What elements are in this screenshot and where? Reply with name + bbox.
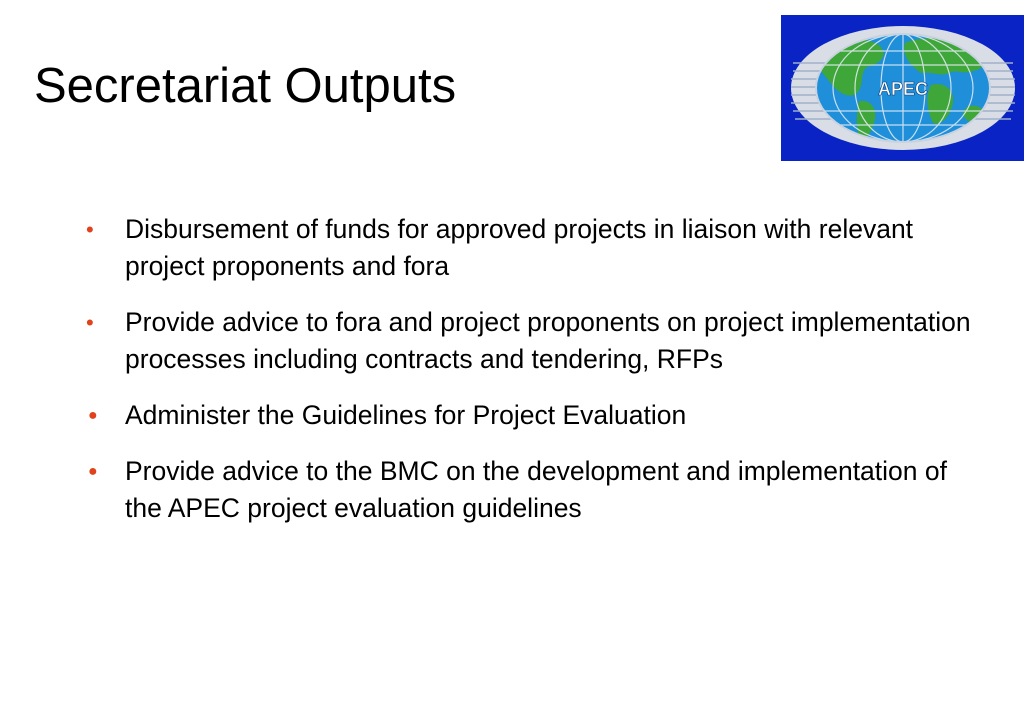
bullet-list [86,211,991,546]
bullet-marker: • [86,310,94,335]
bullet-item [86,211,991,285]
bullet-text: Provide advice to the BMC on the development and implementation of the APEC project evaluation guidelines [125,456,947,523]
globe-icon [781,15,1024,161]
bullet-marker: • [86,217,94,242]
apec-logo [781,15,1024,161]
logo-wordmark: APEC [877,79,929,99]
bullet-item [86,304,991,378]
bullet-text: Administer the Guidelines for Project Evaluation [125,400,687,430]
bullet-marker: ● [88,407,98,424]
bullet-marker: ● [88,463,98,480]
bullet-item [86,397,991,434]
slide-title: Secretariat Outputs [34,59,457,113]
bullet-text: Provide advice to fora and project proponents on project implementation processes including contracts and tendering, RFPs [125,307,971,374]
bullet-text: Disbursement of funds for approved projects in liaison with relevant project proponents and fora [125,214,914,281]
bullet-item [86,453,991,527]
